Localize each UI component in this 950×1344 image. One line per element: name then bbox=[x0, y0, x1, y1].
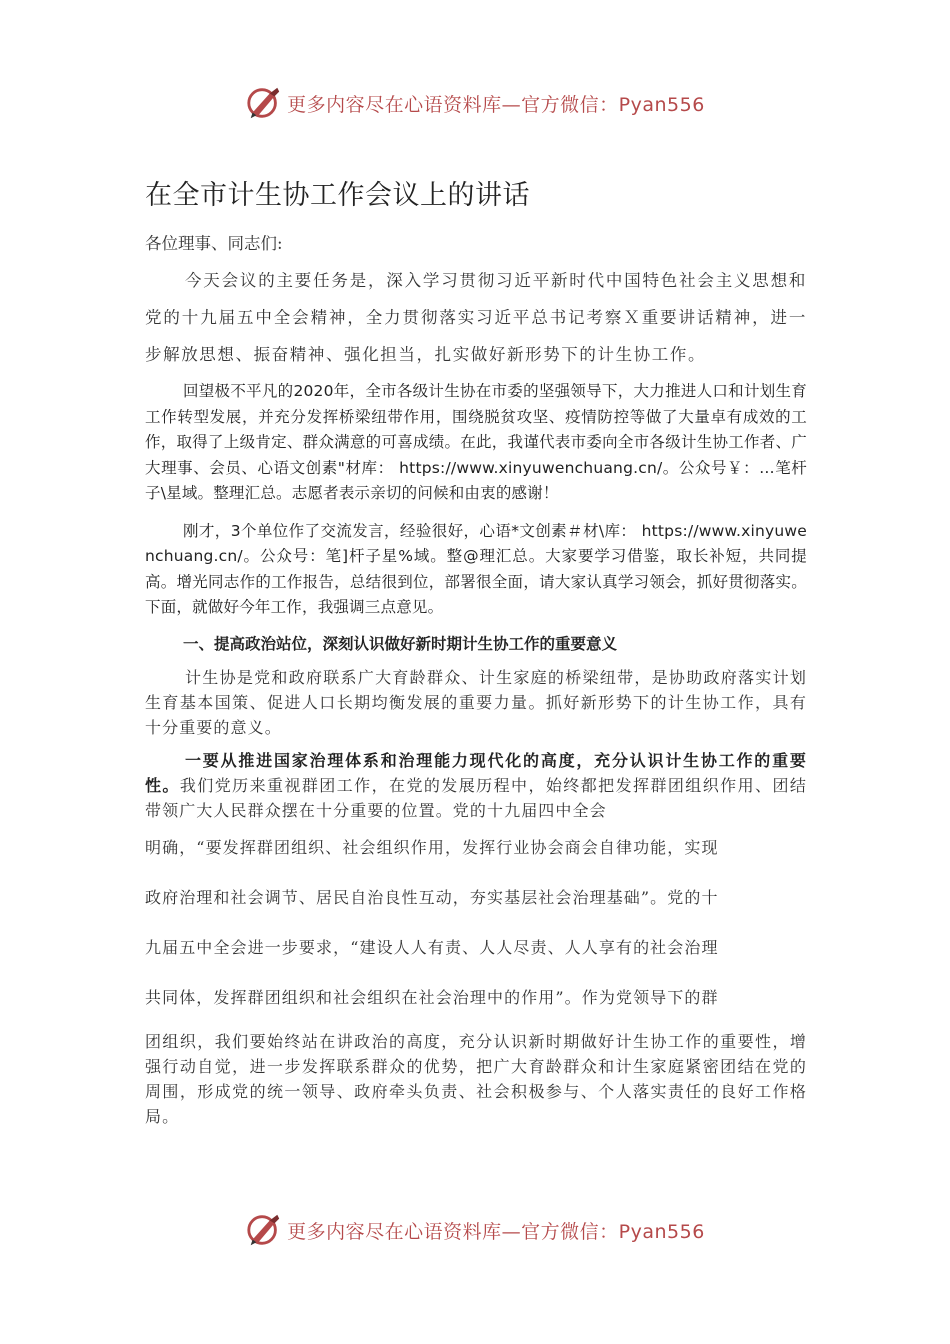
paragraph-review: 回望极不平凡的2020年，全市各级计生协在市委的坚强领导下，大力推进人口和计划生育工作转型发展，并充分发挥桥梁纽带作用，围绕脱贫攻坚、疫情防控等做了大量卓有成效的工作，取得了上级肯定、群众满意的可喜成绩。在此，我谨代表市委向全市各级计生协工作者、广大理事、会员、心语文创素"材库： https://www.xinyuwenchuang.cn/。公众号￥：…笔杆子\星域。整理汇总。志愿者表示亲切的问候和由衷的感谢！ bbox=[145, 382, 807, 502]
salutation: 各位理事、同志们: bbox=[145, 234, 283, 253]
paragraph-remarks: 刚才，3个单位作了交流发言，经验很好，心语*文创素＃材\库： https://www.xinyuwenchuang.cn/。公众号：笔]杆子星%域。整@理汇总。大家要学习借鉴，取长补短，共同提高。增光同志作的工作报告，总结很到位，部署很全面，请大家认真学习领会，抓好贯彻落实。下面，就做好今年工作，我强调三点意见。 bbox=[145, 521, 807, 616]
paragraph-governance-lead: 一要从推进国家治理体系和治理能力现代化的高度，充分认识计生协工作的重要性。 bbox=[145, 750, 807, 795]
quote-line: 共同体，发挥群团组织和社会组织在社会治理中的作用”。作为党领导下的群 bbox=[145, 987, 719, 1007]
paragraph-significance: 计生协是党和政府联系广大育龄群众、计生家庭的桥梁纽带，是协助政府落实计划生育基本国策、促进人口长期均衡发展的重要力量。抓好新形势下的计生协工作，具有十分重要的意义。 bbox=[145, 667, 807, 737]
watermark-banner-top bbox=[0, 83, 950, 123]
quote-line: 九届五中全会进一步要求，“建设人人有责、人人尽责、人人享有的社会治理 bbox=[145, 937, 719, 957]
paragraph-governance-cont: 团组织，我们要始终站在讲政治的高度，充分认识新时期做好计生协工作的重要性，增强行动自觉，进一步发挥联系群众的优势，把广大育龄群众和计生家庭紧密团结在党的周围，形成党的统一领导、政府牵头负责、社会积极参与、个人落实责任的良好工作格局。 bbox=[145, 1031, 807, 1126]
quote-line: 明确，“要发挥群团组织、社会组织作用，发挥行业协会商会自律功能，实现 bbox=[145, 837, 719, 857]
watermark-text: 更多内容尽在心语资料库—官方微信：Pyan556 bbox=[287, 1220, 705, 1243]
watermark-banner-bottom bbox=[0, 1210, 950, 1250]
pen-logo-icon bbox=[245, 84, 283, 122]
document-body bbox=[145, 170, 807, 1129]
section-heading-1: 一、提高政治站位，深刻认识做好新时期计生协工作的重要意义 bbox=[183, 634, 618, 653]
paragraph-governance: 一要从推进国家治理体系和治理能力现代化的高度，充分认识计生协工作的重要性。我们党历来重视群团工作，在党的发展历程中，始终都把发挥群团组织作用、团结带领广大人民群众摆在十分重要的位置。党的十九届四中全会 bbox=[145, 750, 807, 820]
quote-line: 政府治理和社会调节、居民自治良性互动，夯实基层社会治理基础”。党的十 bbox=[145, 887, 719, 907]
paragraph-intro: 今天会议的主要任务是，深入学习贯彻习近平新时代中国特色社会主义思想和党的十九届五中全会精神，全力贯彻落实习近平总书记考察Ｘ重要讲话精神，进一步解放思想、振奋精神、强化担当，扎实做好新形势下的计生协工作。 bbox=[145, 271, 807, 364]
document-title: 在全市计生协工作会议上的讲话 bbox=[145, 180, 530, 211]
pen-logo-icon bbox=[245, 1211, 283, 1249]
watermark-text: 更多内容尽在心语资料库—官方微信：Pyan556 bbox=[287, 93, 705, 116]
